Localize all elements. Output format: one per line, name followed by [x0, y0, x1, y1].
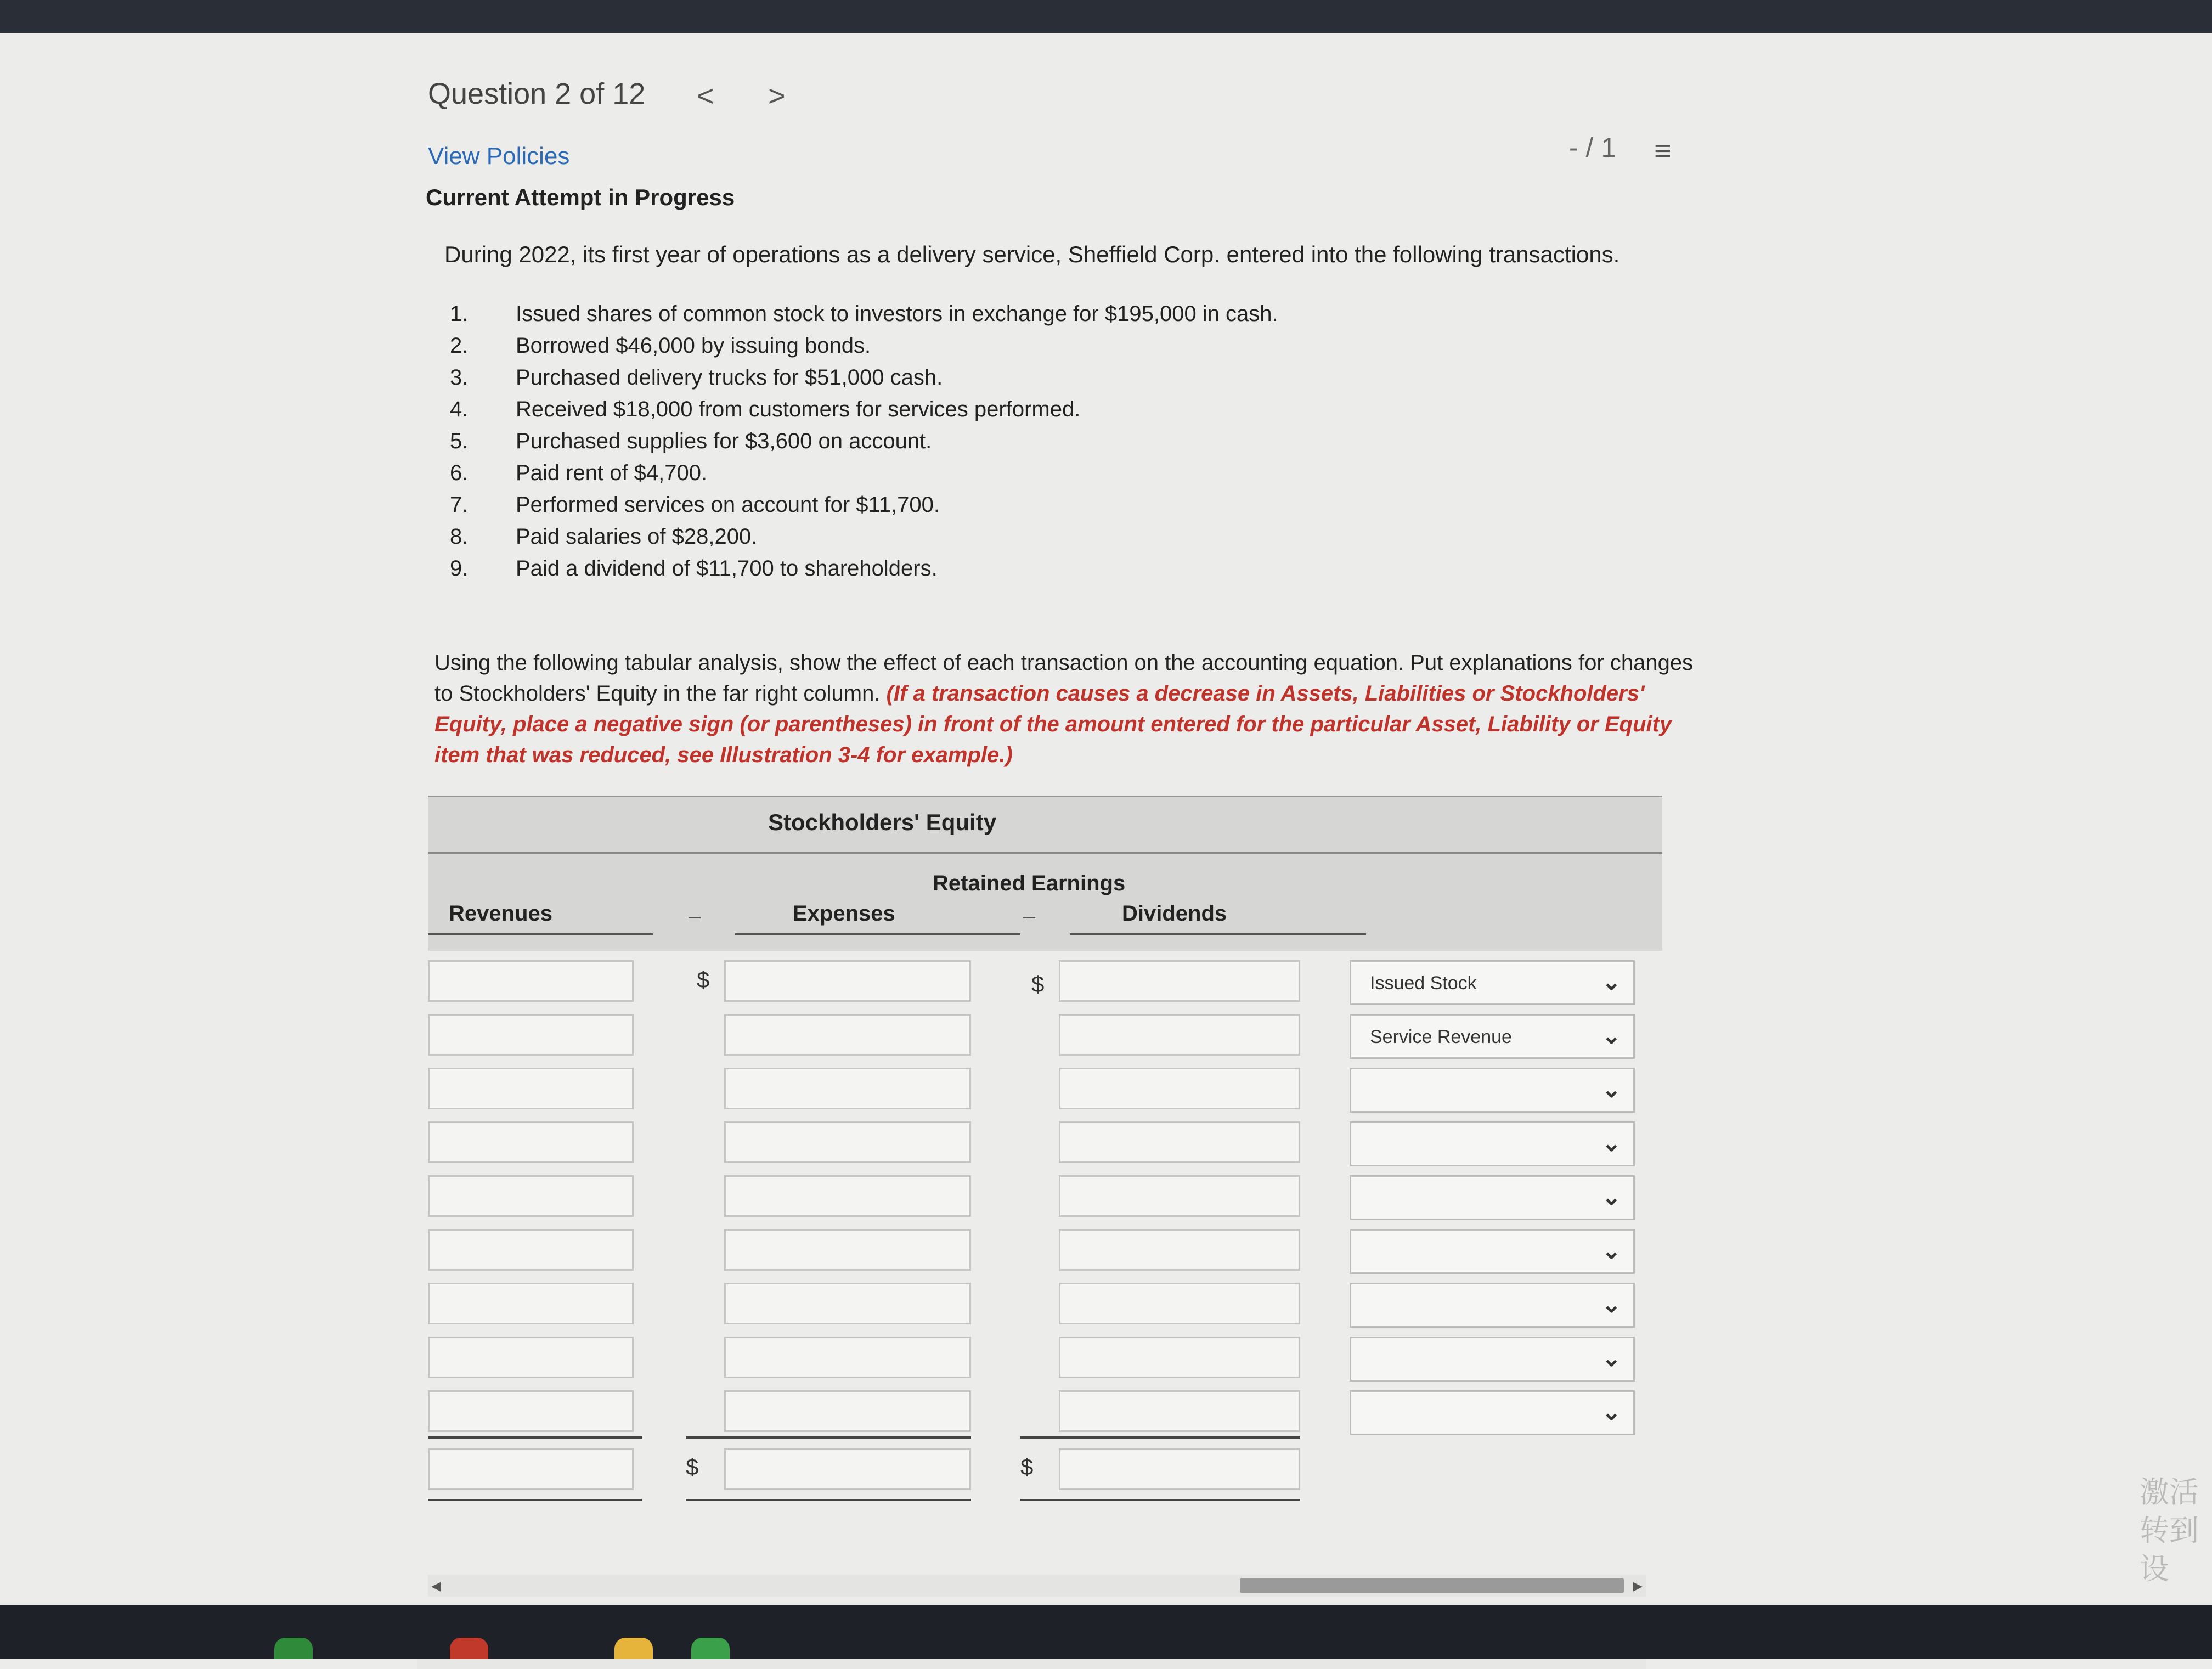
revenues-input[interactable] — [428, 1014, 634, 1056]
question-counter: Question 2 of 12 — [428, 77, 646, 110]
chevron-down-icon: ⌄ — [1601, 1023, 1621, 1048]
transaction-item: 3. Purchased delivery trucks for $51,000 cash. — [450, 365, 943, 390]
currency-symbol: $ — [1020, 1454, 1034, 1480]
chevron-down-icon: ⌄ — [1601, 1184, 1621, 1210]
tabular-analysis-table — [428, 796, 1662, 1536]
minus-sign: – — [689, 904, 701, 928]
minus-sign: – — [1023, 904, 1036, 928]
activation-watermark: 激活 转到设 — [2140, 1476, 2199, 1586]
stockholders-equity-header: Stockholders' Equity — [768, 809, 997, 835]
dividends-input[interactable] — [1059, 1283, 1300, 1324]
revenues-input[interactable] — [428, 1068, 634, 1109]
dividends-input[interactable] — [1059, 1068, 1300, 1109]
revenues-input[interactable] — [428, 1283, 634, 1324]
chevron-down-icon: ⌄ — [1601, 1345, 1621, 1371]
transaction-item: 7. Performed services on account for $11,700. — [450, 493, 940, 517]
taskbar-app-icon[interactable] — [450, 1638, 488, 1659]
dividends-input[interactable] — [1059, 960, 1300, 1002]
dividends-input[interactable] — [1059, 1121, 1300, 1163]
chevron-down-icon: ⌄ — [1601, 1238, 1621, 1264]
transaction-item: 9. Paid a dividend of $11,700 to shareholders. — [450, 556, 938, 580]
revenues-input[interactable] — [428, 960, 634, 1002]
prev-question-button[interactable]: < — [697, 80, 714, 112]
revenues-input[interactable] — [428, 1175, 634, 1217]
currency-symbol: $ — [686, 1454, 699, 1480]
explanation-select[interactable]: Issued Stock ⌄ — [1350, 960, 1635, 1005]
expenses-column-header: Expenses — [793, 901, 895, 926]
explanation-select[interactable]: Service Revenue ⌄ — [1350, 1014, 1635, 1059]
total-rule — [428, 1436, 642, 1439]
scroll-left-icon[interactable]: ◂ — [431, 1575, 441, 1596]
taskbar — [0, 1605, 2212, 1659]
transaction-item: 5. Purchased supplies for $3,600 on account. — [450, 429, 932, 453]
transaction-item: 6. Paid rent of $4,700. — [450, 461, 708, 485]
column-underline — [428, 933, 653, 935]
instructions: Using the following tabular analysis, show the effect of each transaction on the accounting equation. Put explanations for changes to Stockholders' Equity in the far right column. (If a transaction causes a decrease in Assets, Liabilities or Stockholders' Equity, place a negative sign (or parentheses) in front of the amount entered for the particular Asset, Liability or Equity item that was reduced, see Illustration 3-4 for example.) — [435, 651, 1694, 767]
revenues-input[interactable] — [428, 1229, 634, 1271]
window-top-bar — [0, 0, 2212, 33]
chevron-down-icon: ⌄ — [1601, 969, 1621, 995]
expenses-input[interactable] — [724, 960, 971, 1002]
taskbar-app-icon[interactable] — [274, 1638, 313, 1659]
expenses-input[interactable] — [724, 1337, 971, 1378]
expenses-input[interactable] — [724, 1014, 971, 1056]
expenses-input[interactable] — [724, 1283, 971, 1324]
problem-intro: During 2022, its first year of operations as a delivery service, Sheffield Corp. entered into the following transactions. — [444, 241, 1620, 267]
scrollbar-thumb[interactable] — [1240, 1578, 1624, 1593]
chevron-down-icon: ⌄ — [1601, 1130, 1621, 1156]
next-question-button[interactable]: > — [768, 80, 786, 112]
explanation-select[interactable] — [1350, 1175, 1635, 1220]
total-rule — [1020, 1499, 1300, 1501]
column-underline — [735, 933, 1020, 935]
dividends-input[interactable] — [1059, 1390, 1300, 1432]
column-underline — [1070, 933, 1366, 935]
revenues-total-input[interactable] — [428, 1448, 634, 1490]
expenses-total-input[interactable] — [724, 1448, 971, 1490]
explanation-select[interactable] — [1350, 1068, 1635, 1113]
explanation-select[interactable] — [1350, 1283, 1635, 1328]
table-header — [428, 796, 1662, 951]
explanation-select[interactable] — [1350, 1121, 1635, 1166]
revenues-column-header: Revenues — [449, 901, 552, 926]
chevron-down-icon: ⌄ — [1601, 1292, 1621, 1317]
explanation-select[interactable] — [1350, 1337, 1635, 1382]
question-page — [406, 60, 1712, 1608]
dividends-total-input[interactable] — [1059, 1448, 1300, 1490]
total-rule — [1020, 1436, 1300, 1439]
transaction-item: 8. Paid salaries of $28,200. — [450, 525, 758, 549]
revenues-input[interactable] — [428, 1121, 634, 1163]
explanation-select[interactable] — [1350, 1390, 1635, 1435]
expenses-input[interactable] — [724, 1175, 971, 1217]
expenses-input[interactable] — [724, 1068, 971, 1109]
total-rule — [428, 1499, 642, 1501]
chevron-down-icon: ⌄ — [1601, 1399, 1621, 1425]
header-divider — [428, 852, 1662, 854]
currency-symbol: $ — [1031, 971, 1045, 997]
retained-earnings-header: Retained Earnings — [933, 871, 1126, 895]
revenues-input[interactable] — [428, 1390, 634, 1432]
expenses-input[interactable] — [724, 1121, 971, 1163]
dividends-input[interactable] — [1059, 1229, 1300, 1271]
horizontal-scrollbar[interactable] — [428, 1575, 1646, 1597]
explanation-select[interactable] — [1350, 1229, 1635, 1274]
total-rule — [686, 1436, 971, 1439]
attempt-status: Current Attempt in Progress — [426, 184, 735, 210]
dividends-column-header: Dividends — [1122, 901, 1227, 926]
dividends-input[interactable] — [1059, 1337, 1300, 1378]
chevron-down-icon: ⌄ — [1601, 1076, 1621, 1102]
question-list-icon[interactable]: ≡ — [1654, 134, 1672, 167]
view-policies-link[interactable]: View Policies — [428, 143, 570, 170]
score-display: - / 1 — [1569, 132, 1617, 163]
taskbar-app-icon[interactable] — [691, 1638, 730, 1659]
taskbar-app-icon[interactable] — [614, 1638, 653, 1659]
instructions-note: (If a transaction causes a decrease in Assets, Liabilities or Stockholders' Equity, place a negative sign (or parentheses) in front of the amount entered for the particular Asset, Liability or Equity item that was reduced, see Illustration 3-4 for example.) — [435, 681, 1672, 767]
dividends-input[interactable] — [1059, 1014, 1300, 1056]
currency-symbol: $ — [697, 967, 710, 993]
expenses-input[interactable] — [724, 1390, 971, 1432]
transaction-item: 4. Received $18,000 from customers for services performed. — [450, 397, 1081, 421]
transaction-item: 2. Borrowed $46,000 by issuing bonds. — [450, 334, 871, 358]
total-rule — [686, 1499, 971, 1501]
revenues-input[interactable] — [428, 1337, 634, 1378]
expenses-input[interactable] — [724, 1229, 971, 1271]
scroll-right-icon[interactable]: ▸ — [1633, 1575, 1643, 1596]
dividends-input[interactable] — [1059, 1175, 1300, 1217]
transaction-item: 1. Issued shares of common stock to investors in exchange for $195,000 in cash. — [450, 302, 1278, 326]
